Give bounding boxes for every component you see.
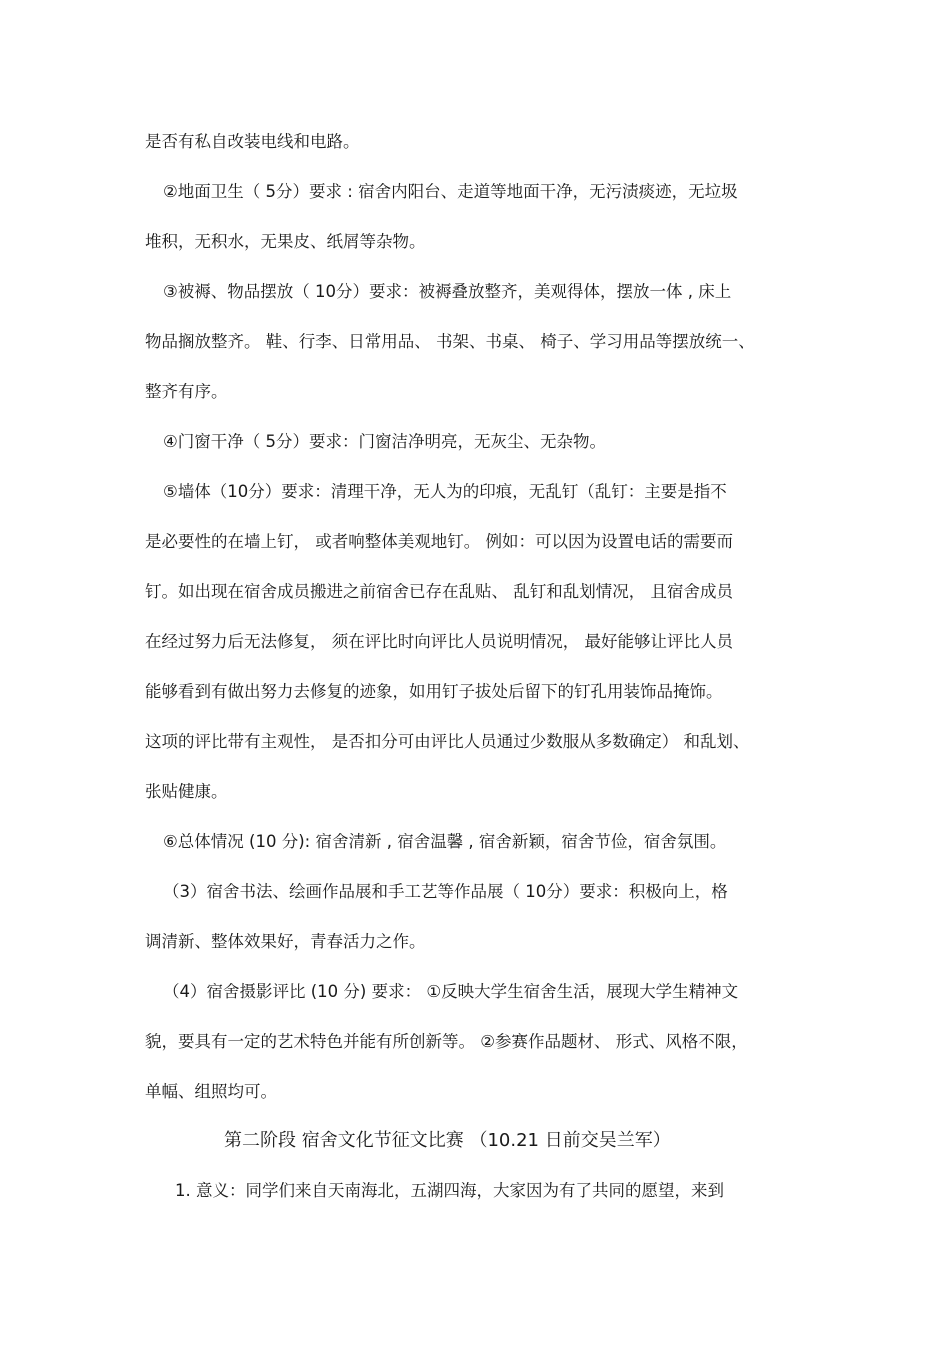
text-line: 物品搁放整齐。 鞋、行李、日常用品、 书架、书桌、 椅子、学习用品等摆放统一、 <box>145 332 755 351</box>
text-line: 调清新、整体效果好，青春活力之作。 <box>145 932 426 951</box>
text-line: 能够看到有做出努力去修复的迹象，如用钉子拔处后留下的钉孔用装饰品掩饰。 <box>145 682 723 701</box>
text-line: 堆积，无积水，无果皮、纸屑等杂物。 <box>145 232 426 251</box>
text-line: （3）宿舍书法、绘画作品展和手工艺等作品展（ 10分）要求：积极向上，格 <box>163 882 728 901</box>
text-line: 是必要性的在墙上钉， 或者响整体美观地钉。 例如：可以因为设置电话的需要而 <box>145 532 733 551</box>
text-line: 貌，要具有一定的艺术特色并能有所创新等。 ②参赛作品题材、 形式、风格不限， <box>145 1032 748 1051</box>
text-line: ⑤墙体（10分）要求：清理干净，无人为的印痕，无乱钉（乱钉：主要是指不 <box>163 482 727 501</box>
text-line: 是否有私自改装电线和电路。 <box>145 132 360 151</box>
text-line: 钉。如出现在宿舍成员搬进之前宿舍已存在乱贴、 乱钉和乱划情况， 且宿舍成员 <box>145 582 733 601</box>
text-line: （4）宿舍摄影评比 (10 分) 要求： ①反映大学生宿舍生活，展现大学生精神文 <box>163 982 739 1001</box>
text-line: ③被褥、物品摆放（ 10分）要求：被褥叠放整齐，美观得体，摆放一体 , 床上 <box>163 282 732 301</box>
text-line: 整齐有序。 <box>145 382 228 401</box>
text-line: 这项的评比带有主观性， 是否扣分可由评比人员通过少数服从多数确定） 和乱划、 <box>145 732 750 751</box>
text-line: 张贴健康。 <box>145 782 228 801</box>
section-heading: 第二阶段 宿舍文化节征文比赛 （10.21 日前交吴兰军） <box>224 1130 671 1151</box>
text-line: 单幅、组照均可。 <box>145 1082 277 1101</box>
text-line: ④门窗干净（ 5分）要求：门窗洁净明亮，无灰尘、无杂物。 <box>163 432 607 451</box>
text-line: ⑥总体情况 (10 分): 宿舍清新 , 宿舍温馨 , 宿舍新颖，宿舍节俭，宿舍氛围。 <box>163 832 727 851</box>
text-line: 在经过努力后无法修复， 须在评比时向评比人员说明情况， 最好能够让评比人员 <box>145 632 733 651</box>
text-line: ②地面卫生（ 5分）要求 : 宿舍内阳台、走道等地面干净，无污渍痰迹，无垃圾 <box>163 182 738 201</box>
text-line: 1. 意义：同学们来自天南海北，五湖四海，大家因为有了共同的愿望，来到 <box>175 1181 724 1200</box>
